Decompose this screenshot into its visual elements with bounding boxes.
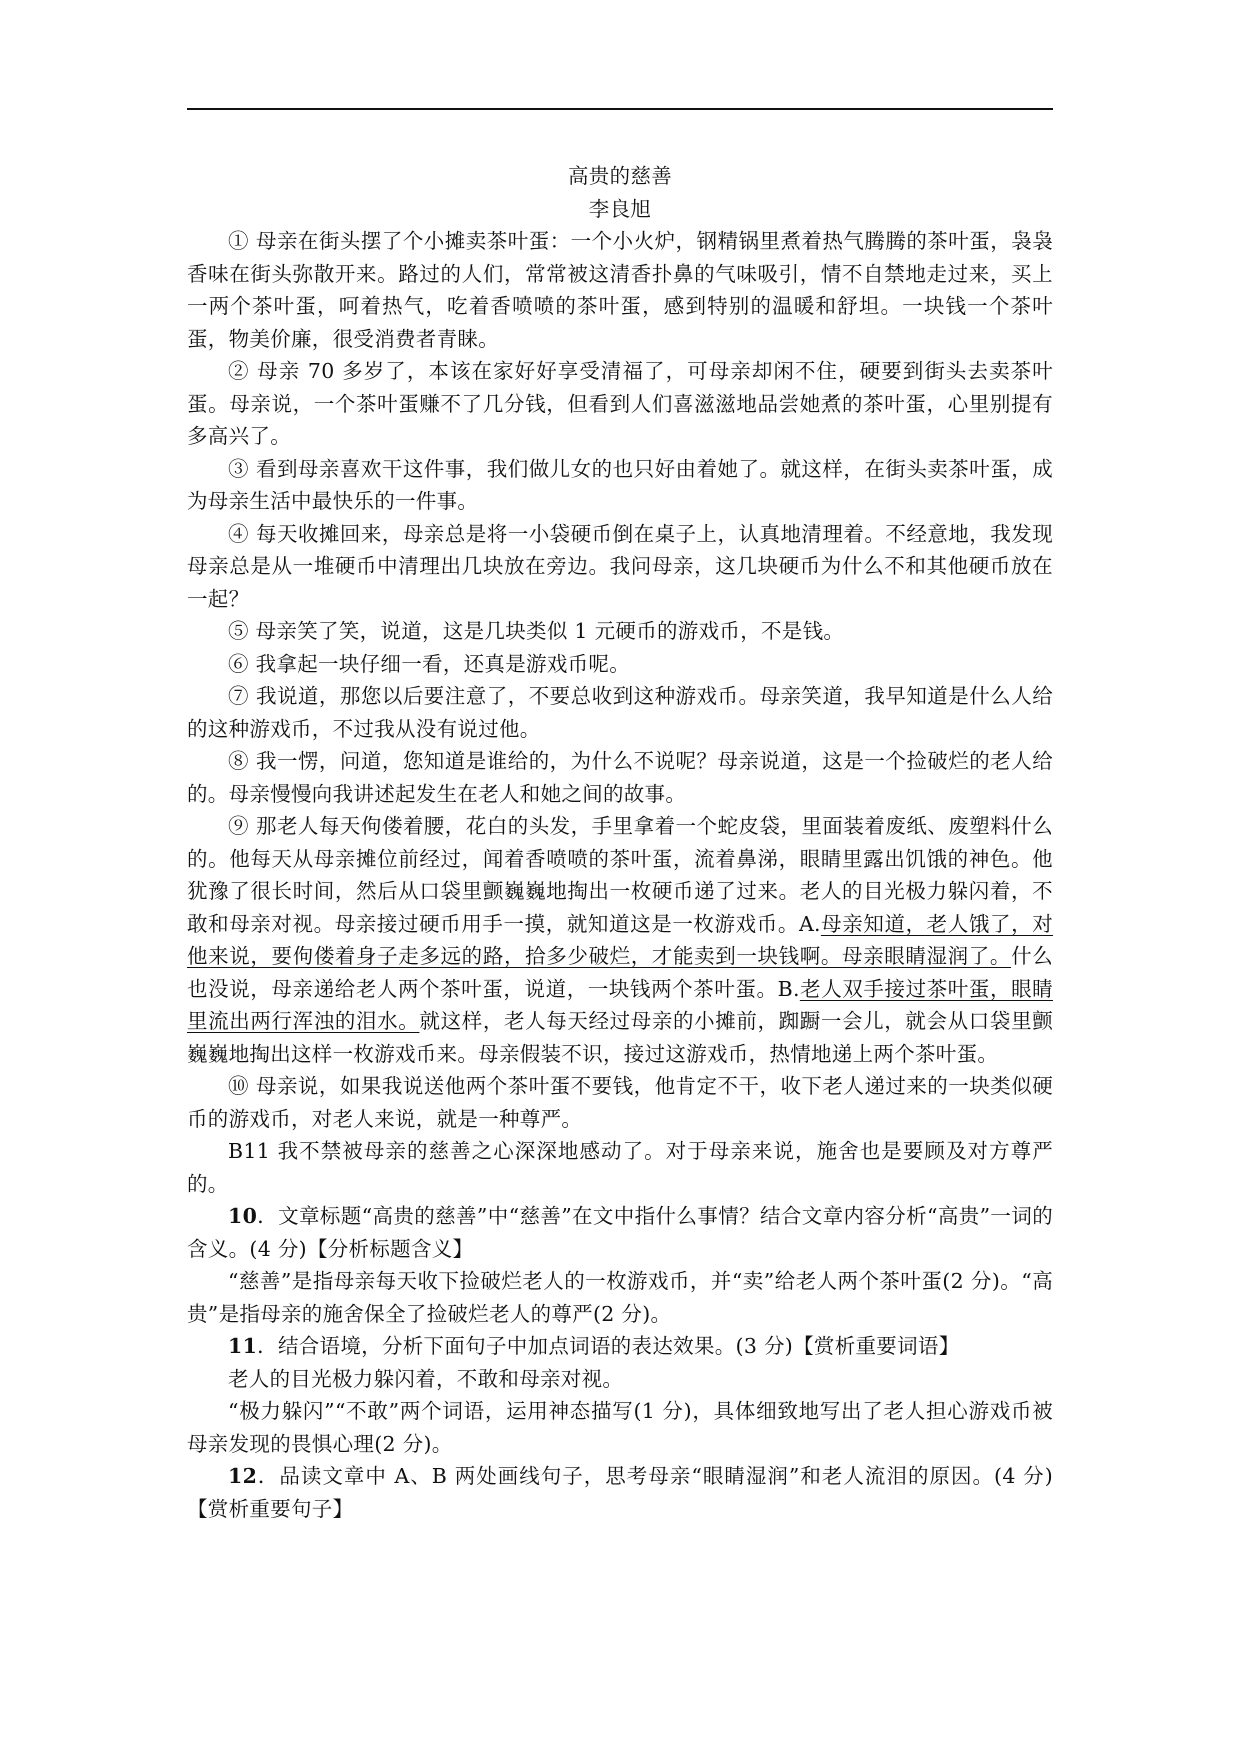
question-10 xyxy=(187,1200,1053,1265)
question-number: 12 xyxy=(228,1464,258,1488)
paragraph-9-lead: ⑨ 那老人每天佝偻着腰，花白的头发，手里拿着一个蛇皮袋，里面装着废纸、废塑料什么的。他每天从母亲摊位前经过，闻着香喷喷的茶叶蛋，流着鼻涕，眼睛里露出饥饿的神色。他犹豫了很长时间，然后从口袋里颤巍巍地掏出一枚硬币递了过来。老人的目光极力躲闪着，不敢和母亲对视。母亲接过硬币用手一摸，就知道这是一枚游戏币。A. xyxy=(187,814,1053,936)
answer-10: “慈善”是指母亲每天收下捡破烂老人的一枚游戏币，并“卖”给老人两个茶叶蛋(2 分)。“高贵”是指母亲的施舍保全了捡破烂老人的尊严(2 分)。 xyxy=(187,1269,1053,1326)
question-number: 10 xyxy=(228,1204,258,1228)
underlined-sentence-a: 母亲知道，老人饿了，对他来说，要佝偻着身子走多远的路，拾多少破烂，才能卖到一块钱啊。母亲眼睛湿润了。 xyxy=(187,911,1053,968)
paragraph-1: ① 母亲在街头摆了个小摊卖茶叶蛋：一个小火炉，钢精锅里煮着热气腾腾的茶叶蛋，袅袅香味在街头弥散开来。路过的人们，常常被这清香扑鼻的气味吸引，情不自禁地走过来，买上一两个茶叶蛋，呵着热气，吃着香喷喷的茶叶蛋，感到特别的温暖和舒坦。一块钱一个茶叶蛋，物美价廉，很受消费者青睐。 xyxy=(187,229,1053,351)
question-prompt: ．结合语境，分析下面句子中加点词语的表达效果。(3 分)【赏析重要词语】 xyxy=(257,1334,960,1358)
question-12 xyxy=(187,1460,1053,1525)
paragraph-9-tail: 就这样，老人每天经过母亲的小摊前，踟蹰一会儿，就会从口袋里颤巍巍地掏出这样一枚游戏币来。母亲假装不识，接过这游戏币，热情地递上两个茶叶蛋。 xyxy=(187,1009,1053,1066)
question-prompt: ．品读文章中 A、B 两处画线句子，思考母亲“眼睛湿润”和老人流泪的原因。(4 分)【赏析重要句子】 xyxy=(187,1464,1053,1521)
paragraph-2: ② 母亲 70 多岁了，本该在家好好享受清福了，可母亲却闲不住，硬要到街头去卖茶叶蛋。母亲说，一个茶叶蛋赚不了几分钱，但看到人们喜滋滋地品尝她煮的茶叶蛋，心里别提有多高兴了。 xyxy=(187,359,1053,448)
question-number: 11 xyxy=(228,1334,258,1358)
document-body xyxy=(187,160,1053,1525)
header-rule xyxy=(187,108,1053,110)
paragraph-7: ⑦ 我说道，那您以后要注意了，不要总收到这种游戏币。母亲笑道，我早知道是什么人给的这种游戏币，不过我从没有说过他。 xyxy=(187,684,1053,741)
question-prompt: ．文章标题“高贵的慈善”中“慈善”在文中指什么事情？结合文章内容分析“高贵”一词的含义。(4 分)【分析标题含义】 xyxy=(187,1204,1053,1261)
paragraph-11: B11 我不禁被母亲的慈善之心深深地感动了。对于母亲来说，施舍也是要顾及对方尊严的。 xyxy=(187,1139,1053,1196)
paragraph-5: ⑤ 母亲笑了笑，说道，这是几块类似 1 元硬币的游戏币，不是钱。 xyxy=(228,619,845,643)
question-11 xyxy=(187,1330,1053,1363)
paragraph-9 xyxy=(187,810,1053,1070)
paragraph-4: ④ 每天收摊回来，母亲总是将一小袋硬币倒在桌子上，认真地清理着。不经意地，我发现母亲总是从一堆硬币中清理出几块放在旁边。我问母亲，这几块硬币为什么不和其他硬币放在一起？ xyxy=(187,521,1053,611)
paragraph-9-middle: 什么也没说，母亲递给老人两个茶叶蛋，说道，一块钱两个茶叶蛋。B. xyxy=(187,944,1053,1001)
paragraph-3: ③ 看到母亲喜欢干这件事，我们做儿女的也只好由着她了。就这样，在街头卖茶叶蛋，成为母亲生活中最快乐的一件事。 xyxy=(187,456,1053,513)
article-title: 高贵的慈善 xyxy=(568,164,672,188)
article-author: 李良旭 xyxy=(588,196,652,221)
paragraph-8: ⑧ 我一愣，问道，您知道是谁给的，为什么不说呢？母亲说道，这是一个捡破烂的老人给的。母亲慢慢向我讲述起发生在老人和她之间的故事。 xyxy=(187,749,1053,806)
answer-11: “极力躲闪”“不敢”两个词语，运用神态描写(1 分)，具体细致地写出了老人担心游戏币被母亲发现的畏惧心理(2 分)。 xyxy=(187,1399,1053,1456)
underlined-sentence-b: 老人双手接过茶叶蛋，眼睛里流出两行浑浊的泪水。 xyxy=(187,976,1053,1033)
paragraph-6: ⑥ 我拿起一块仔细一看，还真是游戏币呢。 xyxy=(228,651,631,676)
paragraph-10: ⑩ 母亲说，如果我说送他两个茶叶蛋不要钱，他肯定不干，收下老人递过来的一块类似硬币的游戏币，对老人来说，就是一种尊严。 xyxy=(187,1074,1053,1131)
question-11-quote: 老人的目光极力躲闪着，不敢和母亲对视。 xyxy=(228,1366,624,1391)
